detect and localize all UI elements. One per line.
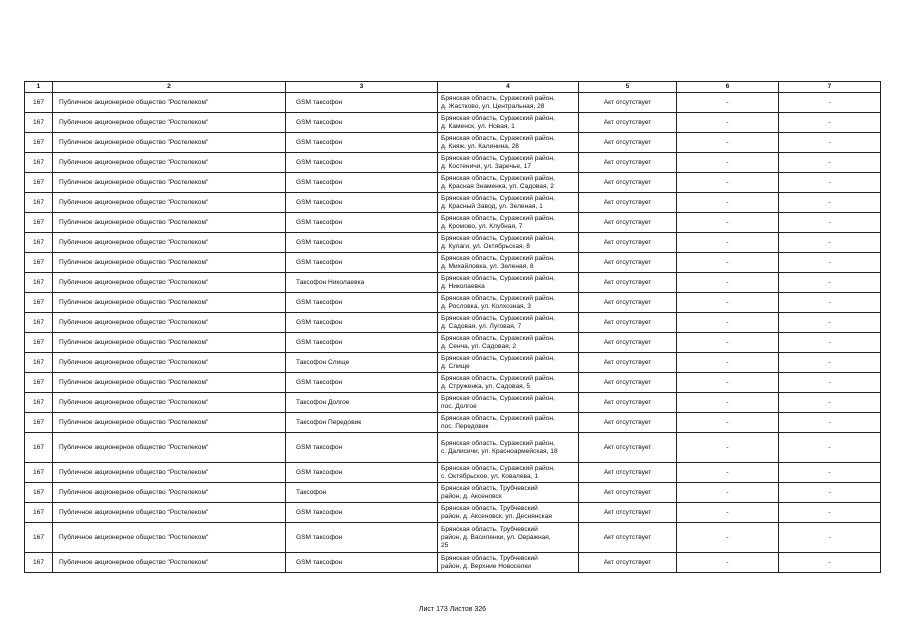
cell-object-name: GSM таксофон	[286, 313, 438, 333]
column-header: 6	[677, 82, 779, 93]
table-row	[25, 373, 881, 393]
table-row	[25, 353, 881, 373]
cell-col7: -	[779, 483, 881, 503]
cell-organization: Публичное акционерное общество "Ростелеком"	[53, 173, 286, 193]
cell-act: Акт отсутствует	[579, 273, 677, 293]
address-line: д. Михайловка, ул. Зеленая, 8	[441, 262, 534, 270]
address-line: район, д. Верхние Новоселки	[441, 562, 531, 570]
cell-act: Акт отсутствует	[579, 213, 677, 233]
cell-object-name: GSM таксофон	[286, 523, 438, 553]
cell-number: 167	[25, 93, 53, 113]
cell-col6: -	[677, 393, 779, 413]
address-line: Брянская область, Суражский район,	[441, 174, 555, 182]
cell-object-name: GSM таксофон	[286, 463, 438, 483]
cell-organization: Публичное акционерное общество "Ростелеком"	[53, 483, 286, 503]
cell-col6: -	[677, 113, 779, 133]
cell-number: 167	[25, 463, 53, 483]
address-line: Брянская область, Суражский район,	[441, 194, 555, 202]
cell-col7: -	[779, 253, 881, 273]
table-row	[25, 483, 881, 503]
address-line: район, д. Аксеновск	[441, 492, 502, 500]
cell-col7: -	[779, 213, 881, 233]
table-row	[25, 173, 881, 193]
cell-object-name: Таксофон Передовик	[286, 413, 438, 433]
cell-col6: -	[677, 313, 779, 333]
table-row	[25, 413, 881, 433]
address-line: д. Кулаги, ул. Октябрьская, 8	[441, 242, 530, 250]
cell-number: 167	[25, 133, 53, 153]
cell-col7: -	[779, 153, 881, 173]
cell-col6: -	[677, 93, 779, 113]
cell-object-name: Таксофон Слище	[286, 353, 438, 373]
table-body	[25, 93, 881, 573]
cell-object-name: GSM таксофон	[286, 213, 438, 233]
cell-organization: Публичное акционерное общество "Ростелеком"	[53, 333, 286, 353]
cell-address	[438, 433, 579, 463]
cell-number: 167	[25, 233, 53, 253]
table-row	[25, 313, 881, 333]
cell-address	[438, 313, 579, 333]
cell-act: Акт отсутствует	[579, 373, 677, 393]
cell-number: 167	[25, 173, 53, 193]
cell-number: 167	[25, 503, 53, 523]
cell-object-name: Таксофон Николаевка	[286, 273, 438, 293]
cell-address	[438, 233, 579, 253]
table-row	[25, 193, 881, 213]
cell-col6: -	[677, 523, 779, 553]
cell-col7: -	[779, 233, 881, 253]
cell-organization: Публичное акционерное общество "Ростелеком"	[53, 273, 286, 293]
cell-act: Акт отсутствует	[579, 253, 677, 273]
address-line: Брянская область, Суражский район,	[441, 294, 555, 302]
cell-col7: -	[779, 523, 881, 553]
table-row	[25, 273, 881, 293]
cell-col6: -	[677, 133, 779, 153]
cell-organization: Публичное акционерное общество "Ростелеком"	[53, 293, 286, 313]
table-row	[25, 463, 881, 483]
address-line: Брянская область, Суражский район,	[441, 354, 555, 362]
cell-col6: -	[677, 193, 779, 213]
cell-col7: -	[779, 373, 881, 393]
address-line: Брянская область, Суражский район,	[441, 154, 555, 162]
cell-col6: -	[677, 553, 779, 573]
table-row	[25, 523, 881, 553]
cell-address	[438, 113, 579, 133]
cell-act: Акт отсутствует	[579, 173, 677, 193]
table-row	[25, 393, 881, 413]
cell-address	[438, 483, 579, 503]
cell-number: 167	[25, 153, 53, 173]
cell-organization: Публичное акционерное общество "Ростелеком"	[53, 193, 286, 213]
cell-organization: Публичное акционерное общество "Ростелеком"	[53, 253, 286, 273]
address-line: д. Николаевка	[441, 282, 485, 290]
table-row	[25, 503, 881, 523]
cell-address	[438, 213, 579, 233]
cell-address	[438, 553, 579, 573]
table-row	[25, 293, 881, 313]
address-line: Брянская область, Суражский район,	[441, 94, 555, 102]
cell-number: 167	[25, 193, 53, 213]
address-line: Брянская область, Суражский район,	[441, 334, 555, 342]
cell-object-name: Таксофон	[286, 483, 438, 503]
cell-number: 167	[25, 393, 53, 413]
cell-address	[438, 523, 579, 553]
header-row	[25, 82, 881, 93]
cell-act: Акт отсутствует	[579, 193, 677, 213]
cell-number: 167	[25, 333, 53, 353]
cell-object-name: GSM таксофон	[286, 293, 438, 313]
cell-address	[438, 333, 579, 353]
table-row	[25, 553, 881, 573]
address-line: пос. Долгое	[441, 402, 477, 410]
column-header: 3	[286, 82, 438, 93]
cell-object-name: GSM таксофон	[286, 133, 438, 153]
cell-col7: -	[779, 413, 881, 433]
address-line: Брянская область, Суражский район,	[441, 274, 555, 282]
cell-act: Акт отсутствует	[579, 503, 677, 523]
cell-address	[438, 293, 579, 313]
cell-col7: -	[779, 503, 881, 523]
cell-address	[438, 413, 579, 433]
cell-act: Акт отсутствует	[579, 553, 677, 573]
cell-col7: -	[779, 93, 881, 113]
cell-address	[438, 133, 579, 153]
cell-number: 167	[25, 313, 53, 333]
cell-organization: Публичное акционерное общество "Ростелеком"	[53, 353, 286, 373]
cell-address	[438, 353, 579, 373]
cell-address	[438, 153, 579, 173]
cell-act: Акт отсутствует	[579, 413, 677, 433]
cell-col7: -	[779, 273, 881, 293]
cell-number: 167	[25, 353, 53, 373]
address-line: Брянская область, Трубчевский	[441, 484, 538, 492]
address-line: д. Костеничи, ул. Заречье, 17	[441, 162, 532, 170]
cell-col6: -	[677, 333, 779, 353]
cell-address	[438, 173, 579, 193]
address-line: Брянская область, Трубчевский	[441, 525, 538, 533]
cell-object-name: GSM таксофон	[286, 503, 438, 523]
cell-act: Акт отсутствует	[579, 433, 677, 463]
address-line: д. Рословка, ул. Колхозная, 3	[441, 302, 531, 310]
address-line: Брянская область, Суражский район,	[441, 439, 555, 447]
cell-organization: Публичное акционерное общество "Ростелеком"	[53, 503, 286, 523]
cell-object-name: GSM таксофон	[286, 433, 438, 463]
table-row	[25, 93, 881, 113]
table-row	[25, 433, 881, 463]
address-line: с. Октябрьское, ул. Ковалева, 1	[441, 472, 538, 480]
cell-col6: -	[677, 233, 779, 253]
cell-object-name: GSM таксофон	[286, 253, 438, 273]
cell-col6: -	[677, 433, 779, 463]
cell-address	[438, 463, 579, 483]
cell-address	[438, 253, 579, 273]
register-table	[24, 81, 881, 573]
cell-col7: -	[779, 393, 881, 413]
cell-col6: -	[677, 413, 779, 433]
cell-act: Акт отсутствует	[579, 523, 677, 553]
cell-organization: Публичное акционерное общество "Ростелеком"	[53, 463, 286, 483]
cell-object-name: GSM таксофон	[286, 373, 438, 393]
cell-organization: Публичное акционерное общество "Ростелеком"	[53, 413, 286, 433]
cell-organization: Публичное акционерное общество "Ростелеком"	[53, 523, 286, 553]
cell-object-name: GSM таксофон	[286, 93, 438, 113]
cell-organization: Публичное акционерное общество "Ростелеком"	[53, 93, 286, 113]
table-row	[25, 213, 881, 233]
cell-col7: -	[779, 313, 881, 333]
address-line: Брянская область, Суражский район,	[441, 234, 555, 242]
cell-col6: -	[677, 353, 779, 373]
cell-number: 167	[25, 293, 53, 313]
document-sheet	[24, 81, 880, 573]
cell-number: 167	[25, 273, 53, 293]
cell-object-name: GSM таксофон	[286, 333, 438, 353]
cell-act: Акт отсутствует	[579, 153, 677, 173]
column-header: 7	[779, 82, 881, 93]
cell-organization: Публичное акционерное общество "Ростелеком"	[53, 213, 286, 233]
cell-organization: Публичное акционерное общество "Ростелеком"	[53, 133, 286, 153]
cell-col7: -	[779, 113, 881, 133]
address-line: д. Красный Завод, ул. Зеленая, 1	[441, 202, 543, 210]
cell-number: 167	[25, 483, 53, 503]
column-header: 1	[25, 82, 53, 93]
cell-object-name: GSM таксофон	[286, 113, 438, 133]
cell-act: Акт отсутствует	[579, 393, 677, 413]
address-line: Брянская область, Суражский район,	[441, 414, 555, 422]
cell-col6: -	[677, 213, 779, 233]
address-line: с. Далисичи, ул. Красноармейская, 18	[441, 447, 558, 455]
cell-address	[438, 273, 579, 293]
address-line: район, д. Василенки, ул. Овражная,	[441, 533, 551, 541]
address-line: д. Садовая, ул. Луговая, 7	[441, 322, 522, 330]
cell-number: 167	[25, 523, 53, 553]
cell-organization: Публичное акционерное общество "Ростелеком"	[53, 553, 286, 573]
cell-number: 167	[25, 373, 53, 393]
cell-col6: -	[677, 373, 779, 393]
cell-col7: -	[779, 333, 881, 353]
cell-col7: -	[779, 553, 881, 573]
cell-organization: Публичное акционерное общество "Ростелеком"	[53, 313, 286, 333]
table-row	[25, 153, 881, 173]
cell-act: Акт отсутствует	[579, 333, 677, 353]
cell-organization: Публичное акционерное общество "Ростелеком"	[53, 113, 286, 133]
cell-address	[438, 193, 579, 213]
cell-organization: Публичное акционерное общество "Ростелеком"	[53, 393, 286, 413]
cell-number: 167	[25, 413, 53, 433]
cell-col7: -	[779, 193, 881, 213]
cell-address	[438, 93, 579, 113]
address-line: Брянская область, Суражский район,	[441, 314, 555, 322]
cell-number: 167	[25, 213, 53, 233]
cell-object-name: GSM таксофон	[286, 553, 438, 573]
column-header: 4	[438, 82, 579, 93]
cell-col6: -	[677, 273, 779, 293]
cell-act: Акт отсутствует	[579, 133, 677, 153]
cell-act: Акт отсутствует	[579, 113, 677, 133]
table-row	[25, 233, 881, 253]
table-row	[25, 133, 881, 153]
cell-col6: -	[677, 293, 779, 313]
cell-col6: -	[677, 463, 779, 483]
cell-col7: -	[779, 433, 881, 463]
page-footer: Лист 173 Листов 326	[418, 606, 487, 613]
address-line: д. Сенча, ул. Садовая, 2	[441, 342, 517, 350]
cell-col7: -	[779, 133, 881, 153]
cell-number: 167	[25, 553, 53, 573]
cell-organization: Публичное акционерное общество "Ростелеком"	[53, 153, 286, 173]
address-line: пос. Передовик	[441, 422, 489, 430]
address-line: Брянская область, Суражский район,	[441, 374, 555, 382]
cell-object-name: Таксофон Долгое	[286, 393, 438, 413]
cell-object-name: GSM таксофон	[286, 173, 438, 193]
cell-act: Акт отсутствует	[579, 463, 677, 483]
cell-col7: -	[779, 293, 881, 313]
cell-col7: -	[779, 353, 881, 373]
address-line: д. Красная Знаменка, ул. Садовая, 2	[441, 182, 554, 190]
cell-act: Акт отсутствует	[579, 293, 677, 313]
cell-col6: -	[677, 503, 779, 523]
address-line: район, д. Аксеновск, ул. Деснянская	[441, 512, 552, 520]
table-row	[25, 253, 881, 273]
cell-number: 167	[25, 433, 53, 463]
table-row	[25, 333, 881, 353]
address-line: д. Княж, ул. Калинина, 28	[441, 142, 519, 150]
cell-act: Акт отсутствует	[579, 93, 677, 113]
cell-col6: -	[677, 253, 779, 273]
cell-act: Акт отсутствует	[579, 313, 677, 333]
cell-act: Акт отсутствует	[579, 353, 677, 373]
cell-col7: -	[779, 463, 881, 483]
address-line: Брянская область, Суражский район,	[441, 464, 555, 472]
cell-number: 167	[25, 113, 53, 133]
address-line: д. Каменск, ул. Новая, 1	[441, 122, 515, 130]
address-line: д. Кромово, ул. Клубная, 7	[441, 222, 523, 230]
cell-act: Акт отсутствует	[579, 233, 677, 253]
cell-organization: Публичное акционерное общество "Ростелеком"	[53, 233, 286, 253]
cell-col6: -	[677, 173, 779, 193]
cell-address	[438, 503, 579, 523]
address-line: Брянская область, Суражский район,	[441, 114, 555, 122]
cell-address	[438, 393, 579, 413]
address-line: Брянская область, Трубчевский	[441, 554, 538, 562]
address-line: Брянская область, Суражский район,	[441, 214, 555, 222]
cell-number: 167	[25, 253, 53, 273]
column-header: 5	[579, 82, 677, 93]
cell-object-name: GSM таксофон	[286, 233, 438, 253]
address-line: Брянская область, Суражский район,	[441, 254, 555, 262]
address-line: д. Жастково, ул. Центральная, 28	[441, 102, 545, 110]
cell-organization: Публичное акционерное общество "Ростелеком"	[53, 433, 286, 463]
cell-col6: -	[677, 483, 779, 503]
address-line: д. Струженка, ул. Садовая, 5	[441, 382, 531, 390]
cell-act: Акт отсутствует	[579, 483, 677, 503]
address-line: Брянская область, Суражский район,	[441, 394, 555, 402]
address-line: д. Слище	[441, 362, 470, 370]
cell-object-name: GSM таксофон	[286, 153, 438, 173]
cell-address	[438, 373, 579, 393]
cell-organization: Публичное акционерное общество "Ростелеком"	[53, 373, 286, 393]
cell-col7: -	[779, 173, 881, 193]
address-line: Брянская область, Суражский район,	[441, 134, 555, 142]
cell-col6: -	[677, 153, 779, 173]
cell-object-name: GSM таксофон	[286, 193, 438, 213]
column-header: 2	[53, 82, 286, 93]
table-row	[25, 113, 881, 133]
address-line: Брянская область, Трубчевский	[441, 504, 538, 512]
address-line: 25	[441, 541, 449, 549]
